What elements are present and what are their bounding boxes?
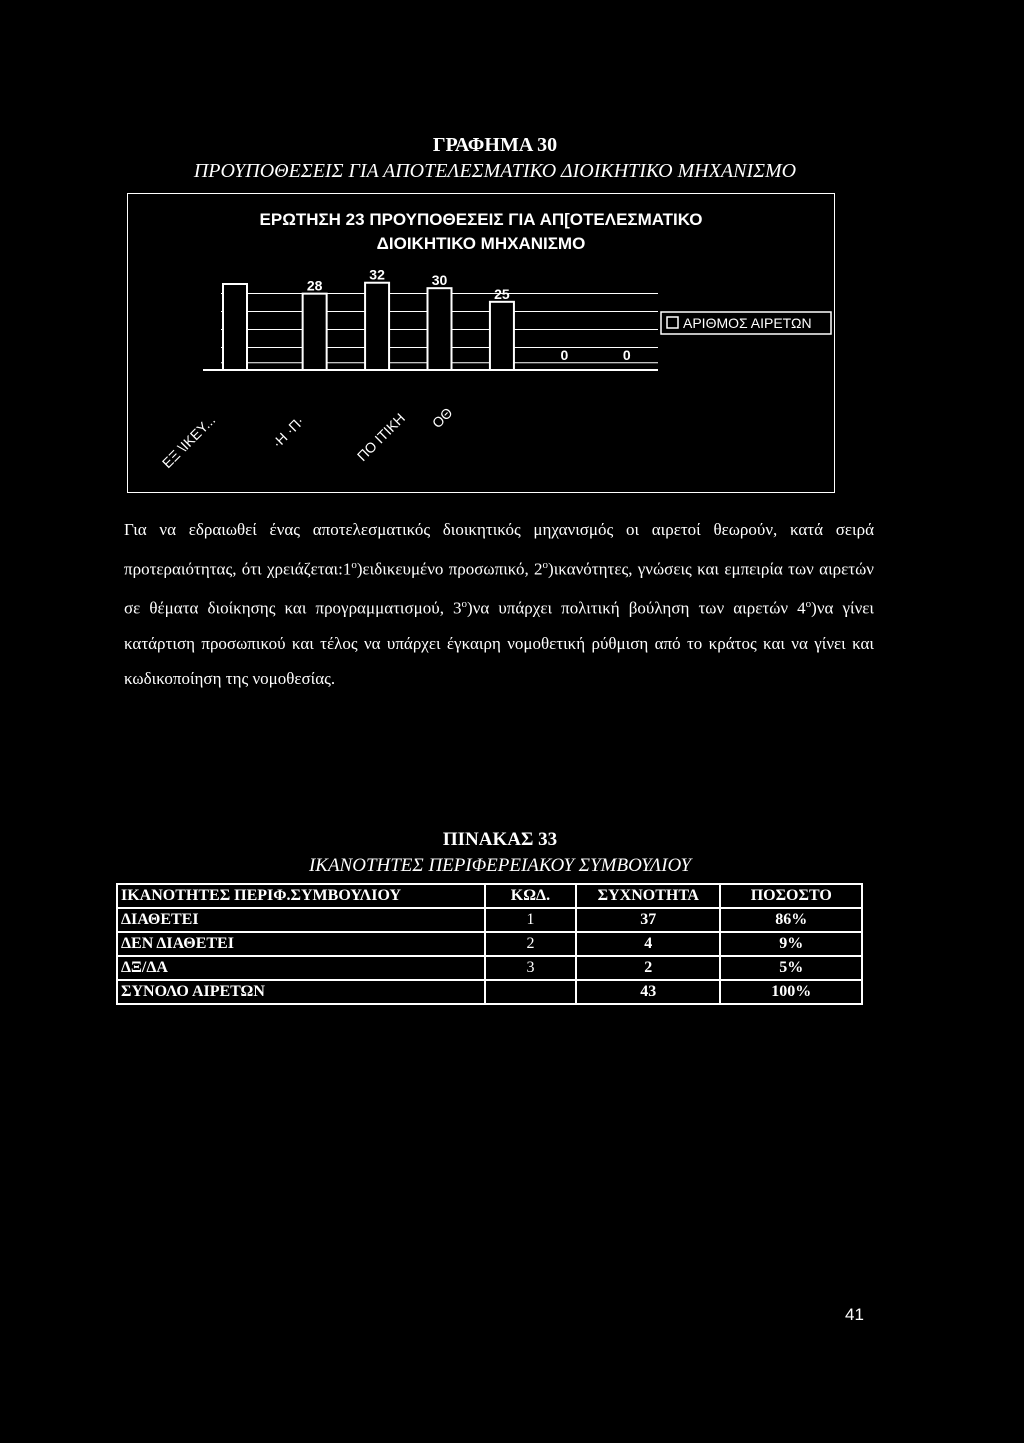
bar-5 [490,302,514,370]
paragraph-text-4: )να υπάρχει πολιτική βούληση των αιρετών 4 [467,598,806,618]
header-code: ΚΩΔ. [485,884,576,908]
cell-code: 2 [485,932,576,956]
tick-label-1: ΕΞ \ΙΚΕΥ... [158,411,219,472]
cell-code [485,980,576,1004]
bar-4 [428,288,452,370]
bar-chart [128,194,834,492]
chart-title-line2: ΔΙΟΙΚΗΤΙΚΟ ΜΗΧΑΝΙΣΜΟ [376,234,586,253]
header-percentage: ΠΟΣΟΣΤΟ [720,884,862,908]
header-frequency: ΣΥΧΝΟΤΗΤΑ [576,884,720,908]
cell-code: 1 [485,908,576,932]
paragraph-text-2: )ειδικευμένο προσωπικό, 2 [356,559,543,579]
data-label-7: 0 [622,347,631,363]
table-row [117,980,862,1004]
table-caption: ΙΚΑΝΟΤΗΤΕΣ ΠΕΡΙΦΕΡΕΙΑΚΟΥ ΣΥΜΒΟΥΛΙΟΥ [308,855,692,876]
header-abilities: ΙΚΑΝΟΤΗΤΕΣ ΠΕΡΙΦ.ΣΥΜΒΟΥΛΙΟΥ [117,884,485,908]
cell-percentage: 5% [720,956,862,980]
tick-label-3: ΠΟ ΙΤΙΚΗ [353,409,409,465]
body-paragraph [124,512,874,697]
cell-percentage: 100% [720,980,862,1004]
data-label-5: 25 [494,285,510,302]
paragraph-text-3: )ικανότητες, γνώσεις και εμπειρία των αιρετών σε θέματα διοίκησης και προγραμματισμού, 3 [124,559,874,618]
table-header-row [117,884,862,908]
bar-3 [365,283,389,370]
cell-percentage: 9% [720,932,862,956]
ordinal-1: ο [351,558,357,571]
tick-label-2: ·Η ·Π· [268,412,308,452]
data-label-2: 28 [306,277,323,294]
cell-frequency: 4 [576,932,720,956]
cell-label: ΔΕΝ ΔΙΑΘΕΤΕΙ [117,932,485,956]
tick-label-4: ΟΘ [428,404,456,432]
bar-0 [223,284,247,370]
cell-frequency: 43 [576,980,720,1004]
chart-frame [127,193,835,493]
cell-label: ΔΙΑΘΕΤΕΙ [117,908,485,932]
ordinal-2: ο [542,558,549,571]
data-label-3: 32 [369,266,385,283]
figure-caption: ΠΡΟΥΠΟΘΕΣΕΙΣ ΓΙΑ ΑΠΟΤΕΛΕΣΜΑΤΙΚΟ ΔΙΟΙΚΗΤΙΚΟ ΜΗΧΑΝΙΣΜΟ [193,160,797,182]
paragraph-text-5: )να γίνει κατάρτιση προσωπικού και τέλος να υπάρχει έγκαιρη νομοθετική ρύθμιση από το κράτος και να γίνει και κωδικοποίηση της νομοθεσίας. [124,598,874,689]
cell-frequency: 37 [576,908,720,932]
data-label-6: 0 [560,347,569,363]
page-number: 41 [845,1305,864,1324]
figure-label: ΓΡΑΦΗΜΑ 30 [432,134,558,156]
legend-label: ΑΡΙΘΜΟΣ ΑΙΡΕΤΩΝ [683,315,812,331]
cell-label: ΔΞ/ΔΑ [117,956,485,980]
cell-label: ΣΥΝΟΛΟ ΑΙΡΕΤΩΝ [117,980,485,1004]
table-row [117,956,862,980]
ordinal-3: ο [461,597,468,610]
chart-title-line1: ΕΡΩΤΗΣΗ 23 ΠΡΟΥΠΟΘΕΣΕΙΣ ΓΙΑ ΑΠ[ΟΤΕΛΕΣΜΑΤΙΚΟ [259,210,703,229]
legend-swatch [667,317,678,328]
ordinal-4: ο [805,597,812,610]
table-row [117,908,862,932]
paragraph-text-1: Για να εδραιωθεί ένας αποτελεσματικός διοικητικός μηχανισμός οι αιρετοί θεωρούν, κατά σειρά προτεραιότητας, ότι χρειάζεται:1 [124,520,874,579]
abilities-table [116,883,863,1005]
cell-percentage: 86% [720,908,862,932]
table-label: ΠΙΝΑΚΑΣ 33 [442,829,558,850]
cell-frequency: 2 [576,956,720,980]
bar-2 [303,294,327,370]
cell-code: 3 [485,956,576,980]
data-label-4: 30 [431,272,448,289]
table-row [117,932,862,956]
